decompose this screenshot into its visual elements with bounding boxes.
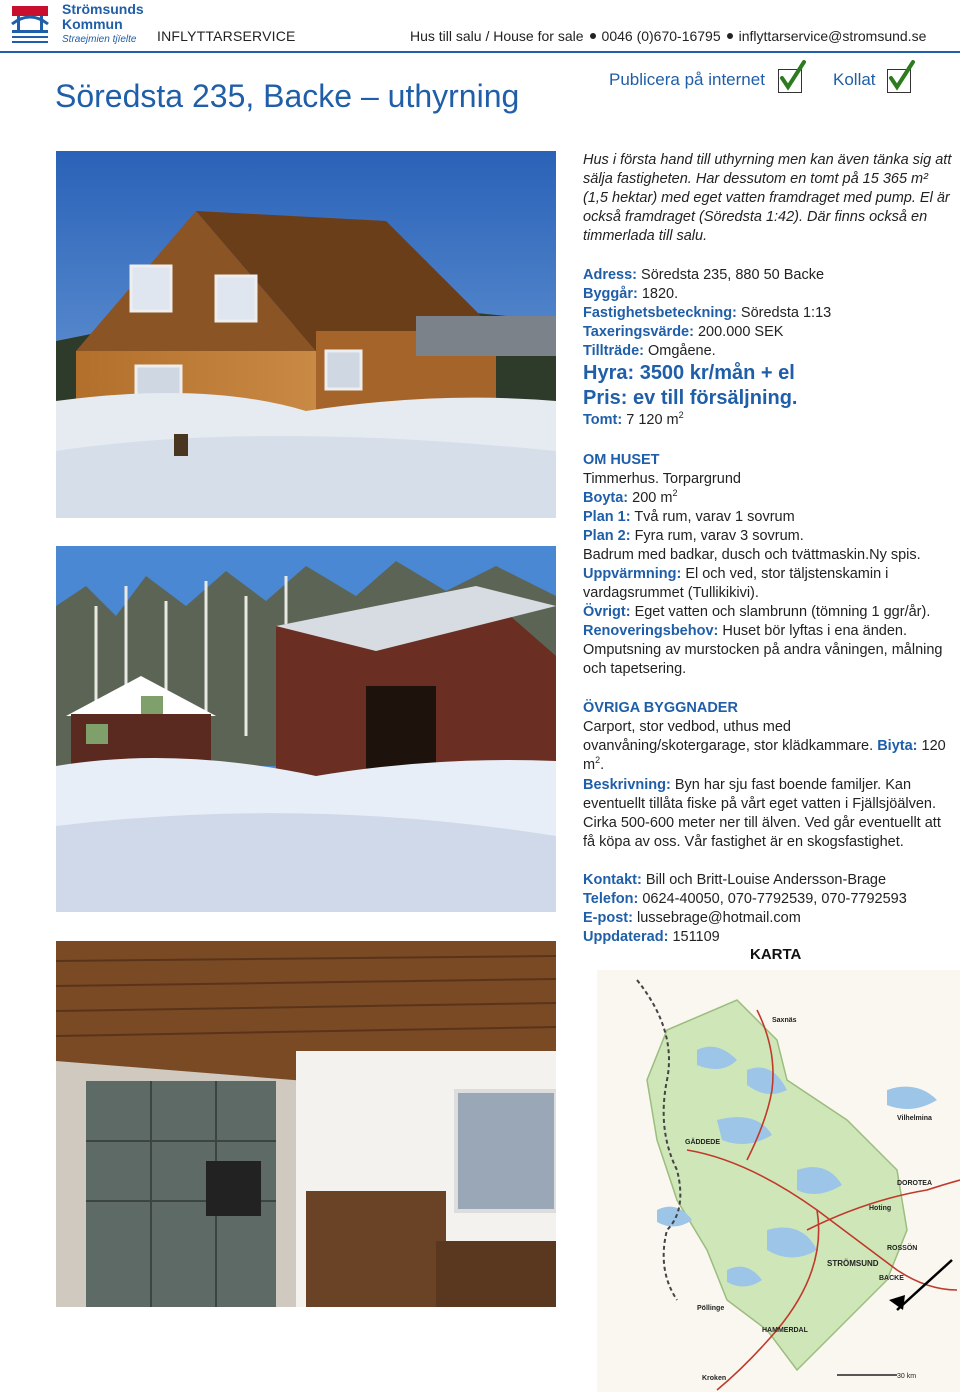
address-label: Adress:	[583, 267, 637, 283]
contact-value: Bill och Britt-Louise Andersson-Brage	[645, 872, 887, 888]
house-section	[583, 451, 955, 679]
property-label: Fastighetsbeteckning:	[583, 305, 737, 321]
renov-row	[583, 622, 955, 641]
logo-line-3: Straejmien tjïelte	[62, 34, 137, 45]
house-type: Timmerhus. Torpargrund	[583, 471, 741, 487]
built-row	[583, 285, 955, 304]
area-value: 200 m	[632, 490, 673, 506]
checked-label: Kollat	[833, 70, 876, 89]
access-row	[583, 342, 955, 361]
map-label-backe: BACKE	[879, 1275, 904, 1282]
plan2-row	[583, 527, 955, 546]
price-line: Pris: ev till försäljning.	[583, 387, 798, 409]
map-label-hammerdal: HAMMERDAL	[762, 1327, 808, 1334]
description-label: Beskrivning:	[583, 777, 671, 793]
heating-row	[583, 565, 955, 603]
map-label-pollinge: Pöllinge	[697, 1305, 725, 1312]
location-map[interactable]	[597, 970, 960, 1392]
checkmark-icon	[886, 60, 916, 92]
access-value: Omgåene.	[648, 343, 716, 359]
tax-row	[583, 323, 955, 342]
built-label: Byggår:	[583, 286, 638, 302]
email-row	[583, 909, 955, 928]
built-value: 1820.	[641, 286, 679, 302]
updated-row	[583, 928, 955, 947]
access-label: Tillträde:	[583, 343, 644, 359]
house-heading: OM HUSET	[583, 452, 660, 468]
map-label-kroken: Kroken	[702, 1375, 727, 1382]
square-superscript: 2	[672, 488, 678, 499]
description-section	[583, 776, 955, 852]
header-phone[interactable]: 0046 (0)670-16795	[601, 28, 721, 44]
phone-value[interactable]: 0624-40050, 070-7792539, 070-7792593	[642, 891, 907, 907]
contact-row	[583, 871, 955, 890]
buildings-heading: ÖVRIGA BYGGNADER	[583, 700, 738, 716]
square-superscript: 2	[678, 410, 684, 421]
area-row	[583, 489, 955, 508]
checked-checkbox[interactable]	[887, 69, 911, 93]
updated-value: 151109	[672, 929, 720, 945]
plot-row	[583, 411, 955, 430]
property-row	[583, 304, 955, 323]
barn-photo	[56, 546, 556, 912]
plan1-value: Två rum, varav 1 sovrum	[634, 509, 795, 525]
contact-section	[583, 871, 955, 947]
municipality-logo	[10, 1, 144, 48]
plan2-label: Plan 2:	[583, 528, 631, 544]
map-label-gaddede: GÄDDEDE	[685, 1139, 721, 1146]
plot-value: 7 120 m	[626, 412, 679, 428]
phone-label: Telefon:	[583, 891, 639, 907]
rent-line: Hyra: 3500 kr/mån + el	[583, 362, 795, 384]
contact-label: Kontakt:	[583, 872, 642, 888]
square-superscript: 2	[595, 755, 601, 766]
renov-extra: Omputsning av murstocken på andra våningen, målning och tapetsering.	[583, 642, 943, 677]
map-label-vilhelmina: Vilhelmina	[897, 1115, 932, 1122]
heating-value: El och ved, stor täljstenskamin i vardagsrummet (Tullikikivi).	[583, 566, 889, 601]
publish-status	[609, 70, 765, 90]
publish-label: Publicera på internet	[609, 70, 765, 89]
email-label: E-post:	[583, 910, 633, 926]
service-name: INFLYTTARSERVICE	[157, 28, 296, 44]
plan2-value: Fyra rum, varav 3 sovrum.	[634, 528, 804, 544]
updated-label: Uppdaterad:	[583, 929, 669, 945]
plan1-row	[583, 508, 955, 527]
logo-line-2: Kommun	[62, 16, 123, 32]
bridge-logo-icon	[10, 2, 50, 46]
property-facts	[583, 266, 955, 430]
bullet-icon	[590, 33, 596, 39]
renov-label: Renoveringsbehov:	[583, 623, 719, 639]
buildings-section	[583, 699, 955, 775]
tax-value: 200.000 SEK	[697, 324, 784, 340]
map-label-rosson: ROSSÖN	[887, 1245, 918, 1252]
map-label-stromsund: STRÖMSUND	[827, 1259, 879, 1268]
header-contact	[410, 28, 926, 44]
plot-label: Tomt:	[583, 412, 623, 428]
page-title: Söredsta 235, Backe – uthyrning	[55, 78, 520, 114]
map-label-dorotea: DOROTEA	[897, 1180, 932, 1187]
header-email[interactable]: inflyttarservice@stromsund.se	[738, 28, 927, 44]
buildings-row: Carport, stor vedbod, uthus med ovanvåning/skotergarage, stor klädkammare. Biyta: 120 $m^2$.	[583, 719, 946, 773]
heating-label: Uppvärmning:	[583, 566, 682, 582]
map-label-hoting: Hoting	[869, 1205, 892, 1212]
checked-status	[833, 70, 876, 90]
tax-label: Taxeringsvärde:	[583, 324, 694, 340]
interior-photo	[56, 941, 556, 1307]
publish-checkbox[interactable]	[778, 69, 802, 93]
logo-wordmark	[62, 2, 144, 47]
address-row	[583, 266, 955, 285]
address-value: Söredsta 235, 880 50 Backe	[641, 267, 825, 283]
map-label-saxnas: Saxnäs	[772, 1017, 797, 1024]
phone-row	[583, 890, 955, 909]
buildings-text: Carport, stor vedbod, uthus med ovanvåning/skotergarage, stor klädkammare.	[583, 719, 874, 754]
email-value[interactable]: lussebrage@hotmail.com	[636, 910, 801, 926]
other-row	[583, 603, 955, 622]
renov-value: Huset bör lyftas i ena änden.	[722, 623, 907, 639]
bath-line: Badrum med badkar, dusch och tvättmaskin.Ny spis.	[583, 547, 921, 563]
area-label: Boyta:	[583, 490, 629, 506]
house-photo	[56, 151, 556, 518]
map-scale-label: 30 km	[897, 1373, 917, 1380]
bullet-icon	[727, 33, 733, 39]
property-value: Söredsta 1:13	[740, 305, 832, 321]
plan1-label: Plan 1:	[583, 509, 631, 525]
buildings-area-label: Biyta:	[877, 738, 918, 754]
header-divider	[0, 51, 960, 53]
logo-line-1: Strömsunds	[62, 1, 144, 17]
map-heading: KARTA	[750, 946, 802, 963]
intro-text: Hus i första hand till uthyrning men kan även tänka sig att sälja fastigheten. Har dessutom en tomt på 15 365 m² (1,5 hektar) med eget vatten framdraget med pump. El är också framdraget (Söredsta 1:42). Där finns också en timmerlada till salu.	[583, 152, 952, 244]
other-value: Eget vatten och slambrunn (tömning 1 ggr/år).	[634, 604, 931, 620]
checkmark-icon	[777, 60, 807, 92]
other-label: Övrigt:	[583, 604, 631, 620]
buildings-area-value: 120 m	[583, 738, 946, 773]
header-tagline: Hus till salu / House for sale	[410, 28, 584, 44]
description-text: Byn har sju fast boende familjer. Kan eventuellt tillåta fiske på vårt eget vatten i Fjällsjöälven. Cirka 500-600 meter ner till älven. Ved går eventuellt att få köpa av oss. Vår fastighet är en skogsfastighet.	[583, 777, 941, 850]
